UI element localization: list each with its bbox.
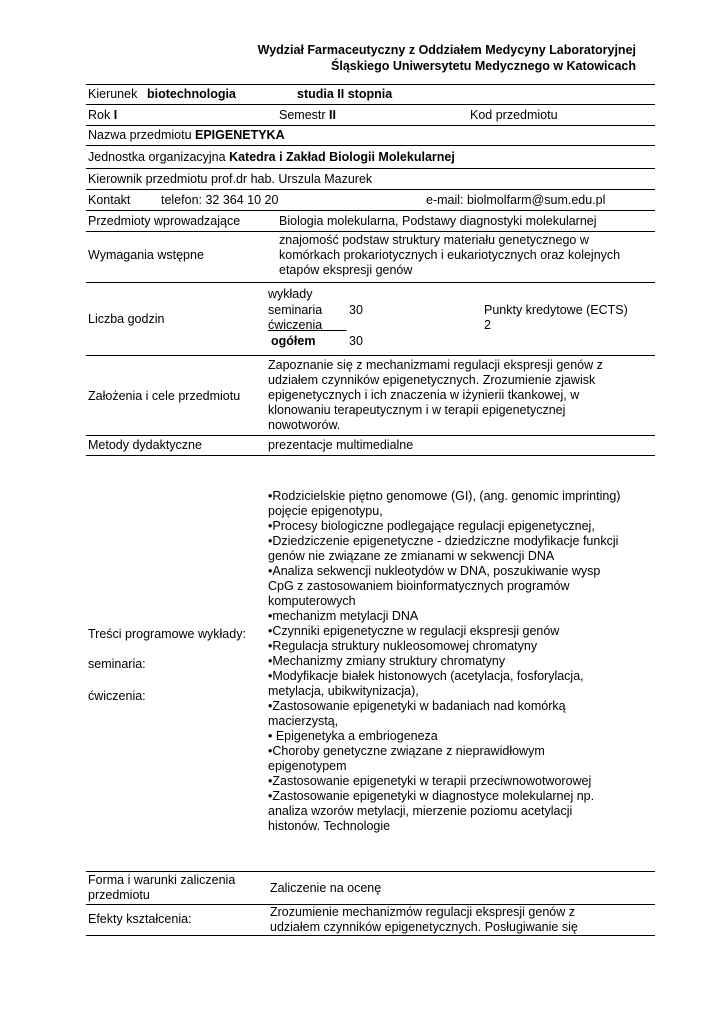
efekty-label: Efekty kształcenia: (88, 912, 192, 926)
nazwa-value: EPIGENETYKA (195, 128, 285, 142)
forma-label-line: przedmiotu (88, 888, 150, 902)
wprowadzajace-value: Biologia molekularna, Podstawy diagnostyki molekularnej (279, 214, 597, 228)
kierunek-label: Kierunek (88, 87, 138, 101)
zalozenia-text (268, 358, 603, 433)
rule (86, 84, 655, 85)
tresci-cwiczenia-label: ćwiczenia: (88, 689, 146, 703)
efekty-line: udziałem czynników epigenetycznych. Posługiwanie się (270, 920, 578, 934)
jednostka-value: Katedra i Zakład Biologii Molekularnej (229, 150, 455, 164)
tresci-line: analiza wzorów metylacji, mierzenie poziomu acetylacji (268, 804, 573, 818)
tresci-line: •Choroby genetyczne związane z nieprawidłowym (268, 744, 545, 758)
liczba-godzin-label: Liczba godzin (88, 312, 165, 326)
rule (86, 455, 655, 456)
efekty-line: Zrozumienie mechanizmów regulacji ekspresji genów z (270, 905, 575, 919)
tresci-line: pojęcie epigenotypu, (268, 504, 383, 518)
kontakt-label: Kontakt (88, 193, 131, 207)
tresci-line: •Mechanizmy zmiany struktury chromatyny (268, 654, 506, 668)
rule (86, 168, 655, 169)
tresci-line: •Regulacja struktury nukleosomowej chromatyny (268, 639, 538, 653)
tresci-line: histonów. Technologie (268, 819, 391, 833)
rule (86, 935, 655, 936)
tresci-line: •Analiza sekwencji nukleotydów w DNA, poszukiwanie wysp (268, 564, 601, 578)
jednostka-field (88, 150, 455, 165)
tresci-wyklady-label: Treści programowe wykłady: (88, 627, 246, 641)
tresci-line: •Rodzicielskie piętno genomowe (GI), (ang. genomic imprinting) (268, 489, 621, 503)
rule (86, 104, 655, 105)
metody-label: Metody dydaktyczne (88, 438, 202, 452)
rule (86, 189, 655, 190)
kierunek-value: biotechnologia (147, 87, 236, 101)
zalozenia-line: Zapoznanie się z mechanizmami regulacji ekspresji genów z (268, 358, 603, 372)
wymagania-line: znajomość podstaw struktury materiału genetycznego w (279, 233, 589, 247)
rule (86, 145, 655, 146)
tresci-line: genów nie związane ze zmianami w sekwencji DNA (268, 549, 555, 563)
jednostka-label: Jednostka organizacyjna (88, 150, 226, 164)
rule (86, 231, 655, 232)
tresci-line: • Epigenetyka a embriogeneza (268, 729, 438, 743)
semestr-label: Semestr (279, 108, 326, 122)
tresci-line: komputerowych (268, 594, 356, 608)
ects-label: Punkty kredytowe (ECTS) (484, 303, 628, 317)
tresci-line: CpG z zastosowaniem bioinformatycznych programów (268, 579, 570, 593)
semestr-field (279, 108, 336, 123)
cwiczenia-label (268, 318, 347, 333)
rule (86, 355, 655, 356)
kod-przedmiotu-label: Kod przedmiotu (470, 108, 558, 122)
seminaria-hours: 30 (349, 303, 363, 317)
forma-value: Zaliczenie na ocenę (270, 881, 382, 895)
rule (86, 435, 655, 436)
nazwa-field (88, 128, 285, 143)
tresci-content (268, 489, 620, 834)
faculty-name-line1: Wydział Farmaceutyczny z Oddziałem Medycyny Laboratoryjnej (257, 43, 636, 57)
metody-value: prezentacje multimedialne (268, 438, 414, 452)
rok-value: I (113, 108, 118, 122)
university-name-line2: Śląskiego Uniwersytetu Medycznego w Katowicach (331, 59, 636, 73)
wprowadzajace-label: Przedmioty wprowadzające (88, 214, 241, 228)
tresci-line: macierzystą, (268, 714, 339, 728)
ects-value: 2 (484, 318, 491, 332)
rule (86, 210, 655, 211)
tresci-line: •mechanizm metylacji DNA (268, 609, 419, 623)
ogolem-hours: 30 (349, 334, 363, 348)
rok-label: Rok (88, 108, 111, 122)
wymagania-line: etapów ekspresji genów (279, 263, 413, 277)
tresci-line: •Dziedziczenie epigenetyczne - dziedziczne modyfikacje funkcji (268, 534, 619, 548)
wymagania-text (279, 233, 620, 278)
wymagania-label: Wymagania wstępne (88, 248, 204, 262)
zalozenia-label: Założenia i cele przedmiotu (88, 389, 241, 403)
kontakt-email: e-mail: biolmolfarm@sum.edu.pl (426, 193, 606, 207)
tresci-line: •Zastosowanie epigenetyki w badaniach nad komórką (268, 699, 566, 713)
tresci-line: •Modyfikacje białek histonowych (acetylacja, fosforylacja, (268, 669, 584, 683)
zalozenia-line: udziałem czynników epigenetycznych. Zrozumienie zjawisk (268, 373, 596, 387)
ogolem-label: ogółem (271, 334, 316, 348)
tresci-line: epigenotypem (268, 759, 347, 773)
rule (86, 282, 655, 283)
studia-level: studia II stopnia (297, 87, 393, 101)
tresci-line: metylacja, ubikwitynizacja), (268, 684, 419, 698)
forma-label (88, 873, 235, 903)
tresci-line: •Zastosowanie epigenetyki w diagnostyce molekularnej np. (268, 789, 595, 803)
tresci-line: •Procesy biologiczne podlegające regulacji epigenetycznej, (268, 519, 595, 533)
tresci-seminaria-label: seminaria: (88, 657, 146, 671)
tresci-line: •Czynniki epigenetyczne w regulacji ekspresji genów (268, 624, 560, 638)
semestr-value: II (329, 108, 336, 122)
rok-field (88, 108, 117, 123)
zalozenia-line: nowotworów. (268, 418, 341, 432)
forma-label-line: Forma i warunki zaliczenia (88, 873, 236, 887)
kontakt-phone: telefon: 32 364 10 20 (161, 193, 279, 207)
wymagania-line: komórkach prokariotycznych i eukariotycznych oraz kolejnych (279, 248, 621, 262)
zalozenia-line: epigenetycznych i ich znaczenia w iżynierii tkankowej, w (268, 388, 580, 402)
zalozenia-line: klonowaniu terapeutycznym i w terapii epigenetycznej (268, 403, 566, 417)
cwiczenia-text: ćwiczenia (268, 318, 323, 332)
rule (86, 125, 655, 126)
tresci-line: •Zastosowanie epigenetyki w terapii przeciwnowotworowej (268, 774, 592, 788)
kierownik-text: Kierownik przedmiotu prof.dr hab. Urszula Mazurek (88, 172, 373, 186)
wyklady-label: wykłady (268, 287, 313, 301)
seminaria-label: seminaria (268, 303, 323, 317)
efekty-text (270, 905, 578, 935)
rule (86, 871, 655, 872)
nazwa-label: Nazwa przedmiotu (88, 128, 192, 142)
